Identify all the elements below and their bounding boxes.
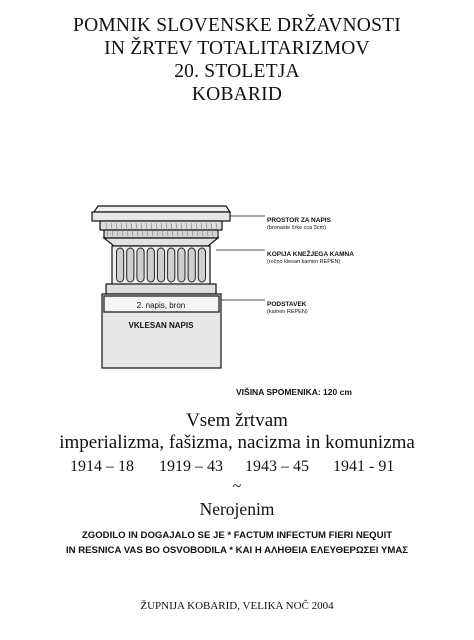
shaft-base [106, 284, 216, 294]
tilde-separator: ~ [232, 478, 242, 495]
capital-band [100, 221, 222, 230]
column-flute [168, 248, 175, 282]
years-1: 1914 – 18 [70, 458, 134, 475]
title-line-4: KOBARID [191, 84, 283, 105]
label-3-note: (kamen REPEN) [267, 309, 308, 315]
monument-drawing [0, 180, 474, 380]
column-flute [127, 248, 134, 282]
dedication-line-2: imperializma, fašizma, nacizma in komunizma [59, 432, 415, 453]
years-2: 1919 – 43 [159, 458, 223, 475]
column-flute [157, 248, 164, 282]
label-3-title: PODSTAVEK [267, 301, 307, 308]
column-flute [137, 248, 144, 282]
dedication-line-3: Nerojenim [199, 499, 275, 519]
column-flute [198, 248, 205, 282]
dedication-line-1: Vsem žrtvam [186, 410, 288, 431]
capital-slab [92, 212, 230, 221]
title-line-1: POMNIK SLOVENSKE DRŽAVNOSTI [73, 15, 401, 36]
footer-parish-date: ŽUPNIJA KOBARID, VELIKA NOČ 2004 [140, 600, 334, 612]
column-flute [188, 248, 195, 282]
label-1-note: (bronaste črke cca 3cm) [267, 225, 326, 231]
capital-flare [104, 238, 218, 246]
label-2-title: KOPIJA KNEŽJEGA KAMNA [267, 251, 354, 258]
monument-height-note: VIŠINA SPOMENIKA: 120 cm [236, 387, 352, 397]
capital-band-2 [104, 230, 218, 238]
title-line-3: 20. STOLETJA [174, 61, 300, 82]
carved-panel-label: VKLESAN NAPIS [128, 321, 194, 330]
column-flute [178, 248, 185, 282]
document-title [0, 14, 474, 106]
years-3: 1943 – 45 [245, 458, 309, 475]
label-2-note: (ročno klesan kamen REPEN) [267, 259, 341, 265]
column-flute [147, 248, 154, 282]
capital-top [94, 206, 230, 212]
bronze-panel-label: 2. napis, bron [136, 301, 186, 310]
label-1-title: PROSTOR ZA NAPIS [267, 217, 331, 224]
title-line-2: IN ŽRTEV TOTALITARIZMOV [104, 38, 370, 59]
quote-line-1: ZGODILO IN DOGAJALO SE JE * FACTUM INFECTUM FIERI NEQUIT [81, 530, 393, 541]
years-4: 1941 - 91 [333, 458, 395, 475]
column-flute [117, 248, 124, 282]
quote-line-2: IN RESNICA VAS BO OSVOBODILA * ΚΑΙ Η ΑΛΗΘΕΙΑ ΕΛΕΥΘΕΡΩΣΕΙ ΥΜΑΣ [65, 545, 409, 556]
